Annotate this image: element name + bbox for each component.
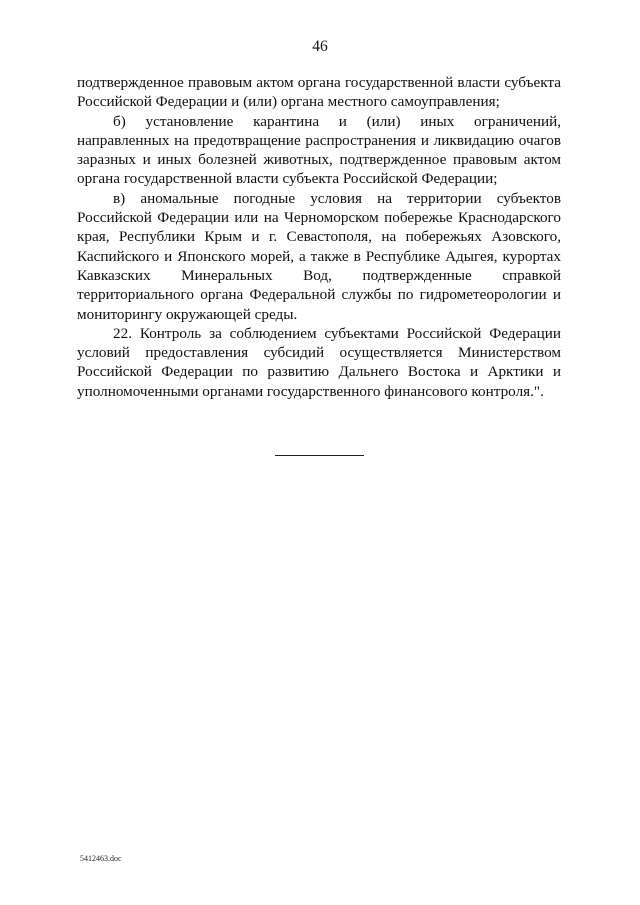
document-id: 5412463.doc (80, 854, 122, 863)
paragraph-clause-22: 22. Контроль за соблюдением субъектами Российской Федерации условий предоставления субсидий осуществляется Министерством Российской Федерации по развитию Дальнего Востока и Арктики и уполномоченными органами государственного финансового контроля.". (77, 324, 561, 400)
page-number: 46 (312, 38, 328, 55)
paragraph-continuation: подтвержденное правовым актом органа государственной власти субъекта Российской Федерации и (или) органа местного самоуправления; (77, 74, 561, 111)
paragraph-item-v: в) аномальные погодные условия на территории субъектов Российской Федерации или на Черноморском побережье Краснодарского края, Республики Крым и г. Севастополя, на побережьях Азовского, Каспийского и Японского морей, а также в Республике Адыгея, курортах Кавказских Минеральных Вод, подтвержденные справкой территориального органа Федеральной службы по гидрометеорологии и мониторингу окружающей среды. (77, 189, 561, 323)
end-separator-line (275, 455, 364, 456)
body-text (77, 73, 561, 401)
paragraph-item-b: б) установление карантина и (или) иных ограничений, направленных на предотвращение распространения и ликвидацию очагов заразных и иных болезней животных, подтвержденное правовым актом органа государственной власти субъекта Российской Федерации; (77, 112, 561, 188)
